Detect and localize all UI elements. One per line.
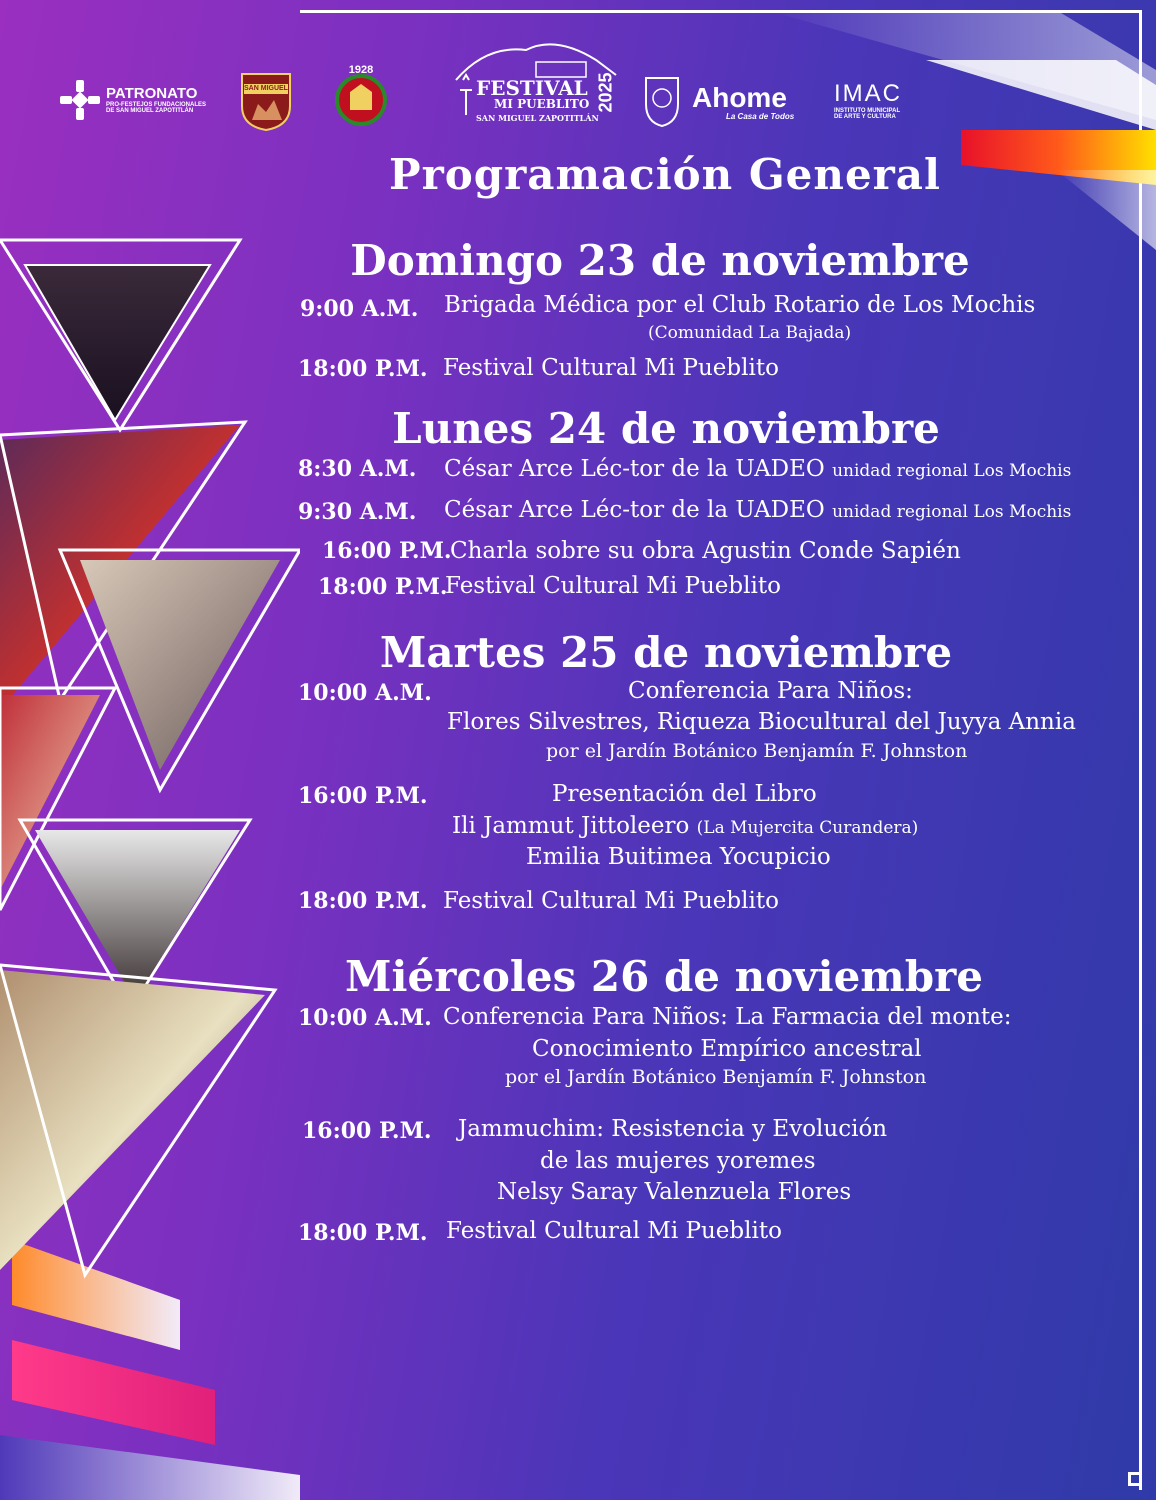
event-time: 16:00 P.M.: [298, 783, 428, 809]
event-title: Presentación del Libro: [552, 781, 817, 807]
event-title-small: unidad regional Los Mochis: [832, 502, 1072, 522]
event-time: 18:00 P.M.: [298, 888, 428, 914]
imac-sub2: DE ARTE Y CULTURA: [834, 114, 896, 120]
frame-corner-square: [1128, 1472, 1142, 1486]
sponsor-logos-row: [50, 50, 950, 140]
event-title-main: César Arce Léc-tor de la UADEO: [444, 497, 825, 523]
event-time: 9:00 A.M.: [300, 296, 419, 322]
event-note: (Comunidad La Bajada): [648, 323, 852, 343]
event-subtitle: Flores Silvestres, Riqueza Biocultural del Juyya Annia: [447, 709, 1076, 735]
event-time: 8:30 A.M.: [298, 456, 417, 482]
ahome-logo: [692, 80, 812, 124]
festival-line1: FESTIVAL: [476, 76, 588, 100]
festival-mi-pueblito-logo: [446, 40, 626, 135]
imac-name: IMAC: [834, 80, 902, 107]
event-presenter: por el Jardín Botánico Benjamín F. Johnston: [546, 740, 968, 762]
festival-line2: MI PUEBLITO: [494, 97, 590, 111]
patronato-sub1: PRO-FESTEJOS FUNDACIONALES: [106, 101, 207, 108]
event-presenter: por el Jardín Botánico Benjamín F. Johnston: [505, 1066, 927, 1088]
event-title-main: César Arce Léc-tor de la UADEO: [444, 456, 825, 482]
day-heading-domingo: Domingo 23 de noviembre: [350, 236, 970, 285]
event-time: 16:00 P.M.: [322, 538, 452, 564]
photo-triangles-collage: [0, 230, 300, 1280]
event-title: Festival Cultural Mi Pueblito: [443, 355, 779, 381]
patronato-emblem-icon: [58, 78, 102, 122]
ahome-name: Ahome: [692, 81, 787, 113]
club-1928-logo: [330, 62, 392, 128]
day-heading-lunes: Lunes 24 de noviembre: [392, 404, 940, 453]
event-author: Nelsy Saray Valenzuela Flores: [497, 1179, 852, 1205]
san-miguel-shield-logo: [238, 70, 294, 132]
day-heading-miercoles: Miércoles 26 de noviembre: [345, 952, 983, 1001]
ahome-tagline: La Casa de Todos: [726, 111, 795, 121]
event-title: Brigada Médica por el Club Rotario de Los Mochis: [444, 292, 1036, 318]
patronato-logo: [58, 75, 208, 125]
event-title-small: unidad regional Los Mochis: [832, 461, 1072, 481]
event-title: Jammuchim: Resistencia y Evolución: [458, 1116, 888, 1142]
page-title: Programación General: [389, 150, 941, 199]
patronato-name: PATRONATO: [106, 84, 198, 102]
event-title: Conferencia Para Niños:: [628, 678, 913, 704]
event-title: [444, 497, 1071, 523]
event-subtitle: Conocimiento Empírico ancestral: [532, 1036, 922, 1062]
event-time: 18:00 P.M.: [298, 356, 428, 382]
club-year-label: 1928: [348, 64, 374, 76]
event-time: 10:00 A.M.: [298, 680, 432, 706]
event-subtitle: de las mujeres yoremes: [540, 1148, 816, 1174]
festival-line3: SAN MIGUEL ZAPOTITLÁN: [476, 113, 599, 123]
festival-year: 2025: [595, 72, 616, 113]
event-title: [444, 456, 1071, 482]
event-time: 18:00 P.M.: [298, 1220, 428, 1246]
event-time: 9:30 A.M.: [298, 499, 417, 525]
event-time: 10:00 A.M.: [298, 1005, 432, 1031]
day-heading-martes: Martes 25 de noviembre: [379, 628, 953, 677]
event-subtitle: [452, 813, 918, 839]
event-title: Festival Cultural Mi Pueblito: [446, 1218, 782, 1244]
imac-sub1: INSTITUTO MUNICIPAL: [834, 108, 901, 114]
ahome-crest-logo: [642, 74, 682, 128]
event-author: Emilia Buitimea Yocupicio: [526, 844, 831, 870]
imac-logo: [834, 78, 924, 124]
event-title: Festival Cultural Mi Pueblito: [443, 888, 779, 914]
event-time: 16:00 P.M.: [302, 1118, 432, 1144]
event-title: Festival Cultural Mi Pueblito: [445, 573, 781, 599]
event-title: Charla sobre su obra Agustin Conde Sapién: [450, 538, 961, 564]
event-title: Conferencia Para Niños: La Farmacia del monte:: [443, 1004, 1012, 1030]
san-miguel-label: SAN MIGUEL: [244, 85, 288, 92]
event-subtitle-small: (La Mujercita Curandera): [696, 818, 919, 838]
patronato-sub2: DE SAN MIGUEL ZAPOTITLÁN: [106, 107, 194, 114]
event-subtitle-main: Ili Jammut Jittoleero: [452, 813, 690, 839]
event-time: 18:00 P.M.: [318, 574, 448, 600]
